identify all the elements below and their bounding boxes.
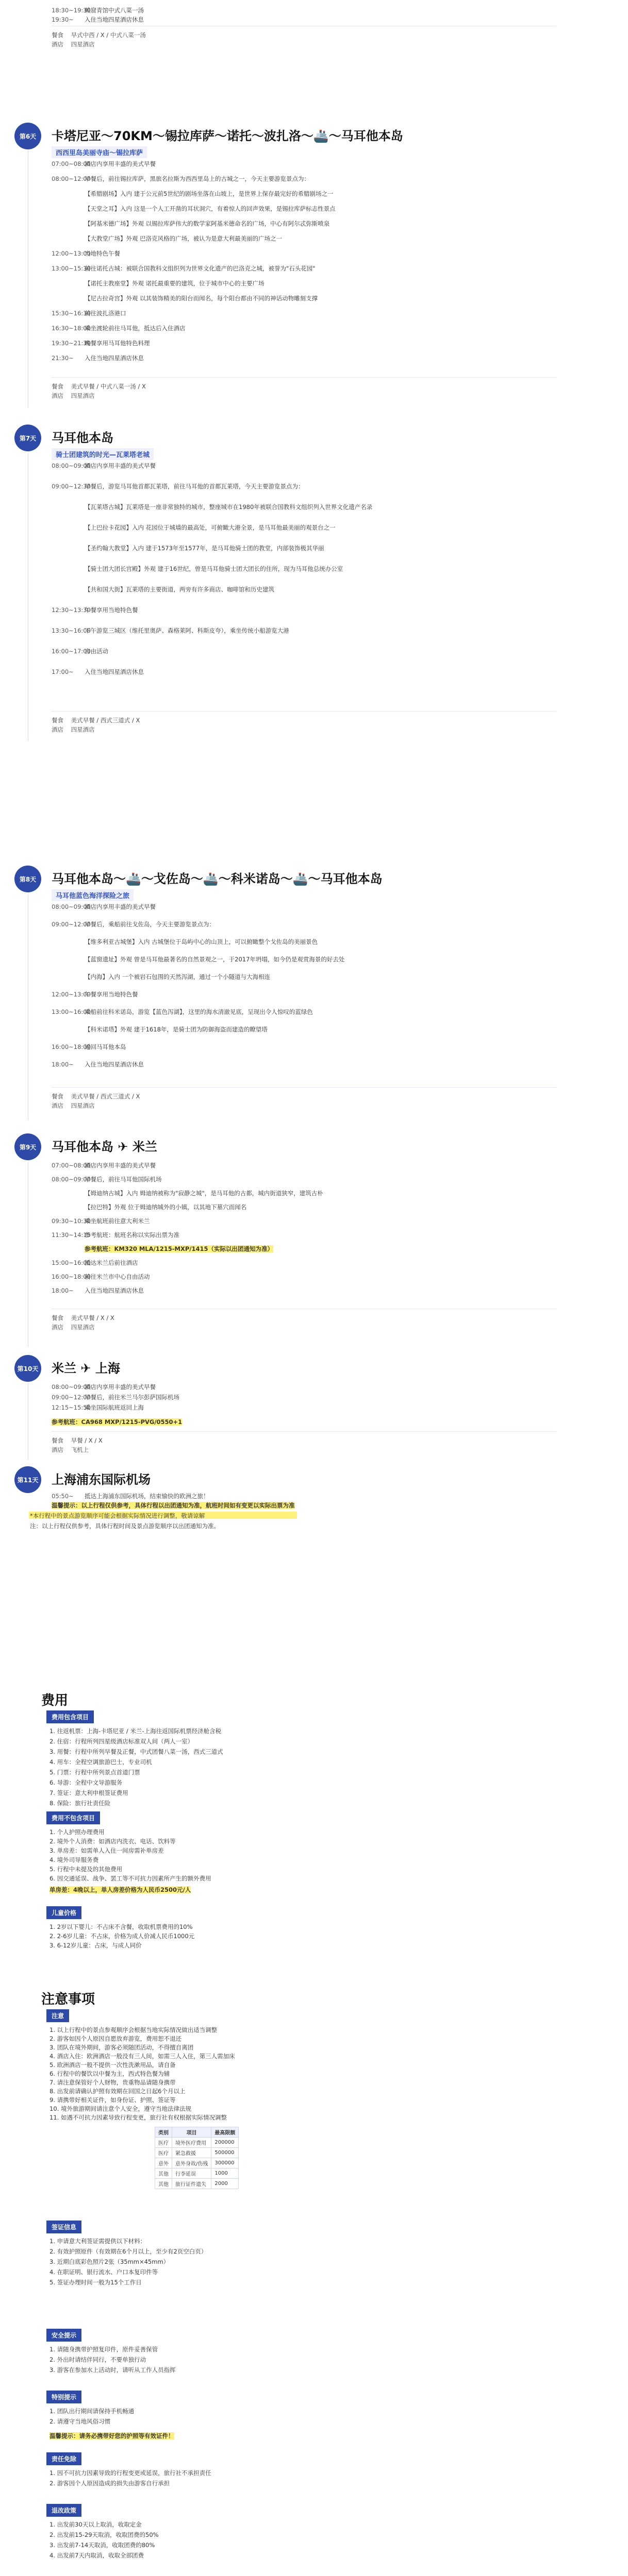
- list-item: 4. 在职证明、银行流水、户口本复印件等: [49, 2268, 158, 2276]
- schedule-row: [52, 523, 336, 532]
- table-cell: 2000: [211, 2179, 239, 2189]
- schedule-row: [52, 1043, 126, 1051]
- table-header: 最高限额: [211, 2127, 239, 2138]
- table-cell: 500000: [211, 2148, 239, 2158]
- table-cell: 紧急救援: [172, 2148, 211, 2158]
- schedule-time: 15:00~16:00: [52, 1259, 91, 1266]
- schedule-text: 【共和国大街】瓦莱塔的主要街道，两旁有许多商店、咖啡馆和历史建筑: [85, 586, 274, 593]
- list-item: 5. 欧洲酒店一般不提供一次性洗漱用品，请自备: [49, 2061, 176, 2069]
- table-header: 类别: [155, 2127, 172, 2138]
- insurance-table: [155, 2127, 239, 2189]
- schedule-row: [52, 279, 265, 287]
- schedule-time: 13:30~16:00: [52, 627, 91, 634]
- list-item: 3. 近期白底彩色照片2张（35mm×45mm）: [49, 2258, 170, 2265]
- notes-header: 注意: [46, 2009, 69, 2022]
- day-subtitle: 西西里岛美丽寺庙～锡拉库萨: [52, 146, 147, 158]
- day-badge: 第6天: [14, 123, 41, 149]
- schedule-time: 11:30~14:15: [52, 1231, 91, 1239]
- schedule-time: 12:15~15:50: [52, 1404, 91, 1411]
- table-header: 项目: [172, 2127, 211, 2138]
- list-item: 3. 单房差：如需单人入住一间房需补单房差: [49, 1847, 164, 1854]
- single-room-note: 单房差：4晚以上，单人房差价格为人民币2500元/人: [49, 1886, 191, 1893]
- schedule-text: 乘坐国际航班返回上海: [85, 1404, 144, 1411]
- table-row: [155, 2179, 239, 2189]
- schedule-row: [52, 585, 274, 594]
- table-cell: 医疗: [155, 2138, 172, 2148]
- schedule-text: 早餐后，乘船前往戈佐岛，今天主要游览景点为：: [85, 921, 215, 928]
- list-item: 6. 行程中的餐饮以中餐为主，西式特色餐为辅: [49, 2070, 170, 2077]
- schedule-row: [52, 294, 318, 302]
- schedule-row: [52, 626, 289, 635]
- schedule-text: 【姆迪纳古城】入内 姆迪纳被称为"寂静之城"，是马耳他的古都，城内街道狭窄，建筑古朴: [85, 1190, 323, 1197]
- table-cell: 意外: [155, 2158, 172, 2168]
- table-row: [155, 2158, 239, 2168]
- schedule-text: 前往波扎洛港口: [85, 310, 126, 317]
- list-item: 1. 申请意大利签证需提供以下材料：: [49, 2238, 146, 2245]
- schedule-time: 21:30~: [52, 354, 74, 362]
- list-item: 2. 请遵守当地风俗习惯: [49, 2418, 111, 2425]
- list-item: 3. 6-12岁儿童：占床，与成人同价: [49, 1942, 142, 1949]
- list-item: 4. 用车：全程空调旅游巴士，专业司机: [49, 1758, 152, 1766]
- schedule-text: 前往米兰市中心自由活动: [85, 1273, 150, 1280]
- schedule-text: 酒店内享用丰盛的美式早餐: [85, 1162, 156, 1169]
- flight-info: 参考航班：CA968 MXP/1215-PVG/0550+1: [52, 1418, 183, 1426]
- list-item: 2. 境外个人消费：如酒店内洗衣、电话、饮料等: [49, 1838, 176, 1845]
- list-item: 9. 请携带好相关证件，如身份证、护照、签证等: [49, 2096, 176, 2104]
- schedule-row: [52, 1273, 150, 1281]
- schedule-row: [52, 249, 120, 258]
- schedule-text: 午餐享用当地特色餐: [85, 606, 138, 614]
- fees-excluded-header: 费用不包含项目: [46, 1811, 100, 1824]
- schedule-time: 09:00~12:00: [52, 1394, 91, 1401]
- list-item: 1. 2岁以下婴儿：不占床不含餐，收取机票费用的10%: [49, 1923, 193, 1930]
- day-badge: 第9天: [14, 1133, 41, 1160]
- highlight-note: 温馨提示：请务必携带好您的护照等有效证件！: [49, 2432, 174, 2439]
- schedule-text: 【希腊剧场】入内 建于公元前5世纪的剧场坐落在山坡上，是世界上保存最完好的希腊剧场之一: [85, 190, 334, 197]
- list-item: 4. 出发前7天内取消，收取全部团费: [49, 2552, 144, 2559]
- divider: [52, 1431, 557, 1432]
- schedule-row: [52, 647, 108, 655]
- day-title: 上海浦东国际机场: [52, 1472, 151, 1487]
- schedule-row: [52, 903, 156, 911]
- day-subtitle: 骑士团建筑的时光—瓦莱塔老城: [52, 448, 154, 460]
- section-title-fees: 费用: [41, 1693, 69, 1708]
- schedule-row: [52, 175, 310, 183]
- schedule-text: 入住当地四星酒店休息: [85, 668, 144, 675]
- table-row: [155, 2168, 239, 2179]
- schedule-row: [52, 955, 344, 963]
- schedule-time: 07:00~08:00: [52, 1162, 91, 1169]
- schedule-text: 【上巴拉卡花园】入内 花园位于城墙的最高处，可俯瞰大港全景，是马耳他最美丽的观景台之一: [85, 524, 336, 531]
- list-item: 1. 团队出行期间请保持手机畅通: [49, 2408, 135, 2415]
- liability-header: 责任免除: [46, 2452, 81, 2465]
- table-row: [155, 2148, 239, 2158]
- schedule-time: 13:00~15:30: [52, 265, 91, 272]
- list-item: 2. 有效护照原件（有效期在6个月以上，至少有2页空白页）: [49, 2248, 207, 2255]
- schedule-text: 【骑士团大团长宫殿】外观 建于16世纪，曾是马耳他骑士团大团长的住所，现为马耳他总统办公室: [85, 565, 343, 572]
- schedule-row: [52, 219, 329, 228]
- list-item: 2. 2-6岁儿童：不占床，价格为成人价减人民币1000元: [49, 1933, 195, 1940]
- list-item: 1. 往返机票：上海-卡塔尼亚 / 米兰-上海往返国际机票经济舱含税: [49, 1727, 222, 1735]
- meal-row: 餐食 美式早餐 / 中式八菜一汤 / X: [52, 383, 146, 390]
- schedule-text: 【蓝窗遗址】外观 曾是马耳他最著名的自然景观之一，于2017年坍塌，如今仍是观赏海景的好去处: [85, 956, 345, 963]
- list-item: 3. 团队在境外期间，游客必须随团活动，不得擅自离团: [49, 2044, 194, 2051]
- schedule-row: [52, 324, 186, 332]
- hotel-row: 酒店 四星酒店: [52, 726, 95, 733]
- day-badge: 第10天: [14, 1355, 41, 1382]
- schedule-text: 【阿基米德广场】外观 以锡拉库萨伟大的数学家阿基米德命名的广场，中心有阿尔忒弥斯喷泉: [85, 220, 330, 227]
- schedule-text: 午餐享用当地特色餐: [85, 991, 138, 998]
- schedule-row: [52, 1231, 179, 1239]
- list-item: 3. 出发前7-14天取消，收取团费的80%: [49, 2541, 155, 2549]
- schedule-time: 16:00~18:00: [52, 1043, 91, 1050]
- schedule-row: [52, 160, 156, 168]
- list-item: 2. 出发前15-29天取消，收取团费的50%: [49, 2531, 159, 2538]
- schedule-row: [52, 1025, 268, 1033]
- list-item: 5. 行程中未提及的其他费用: [49, 1866, 123, 1873]
- meal-row: 餐食 早式中西 / X / 中式八菜一汤: [52, 31, 146, 39]
- hotel-row: 酒店 四星酒店: [52, 1324, 95, 1331]
- schedule-time: 08:00~09:00: [52, 462, 91, 469]
- refund-header: 退改政策: [46, 2504, 81, 2517]
- divider: [52, 1087, 557, 1088]
- list-item: 11. 如遇不可抗力因素导致行程变更，旅行社有权根据实际情况调整: [49, 2114, 227, 2121]
- table-cell: 200000: [211, 2138, 239, 2148]
- table-cell: 行李延误: [172, 2168, 211, 2179]
- schedule-text: 酒店内享用丰盛的美式早餐: [85, 903, 156, 910]
- schedule-row: [52, 339, 150, 347]
- schedule-text: 前往诺托古城：被联合国教科文组织列为世界文化遗产的巴洛克之城，被誉为"石头花园": [85, 265, 316, 272]
- schedule-time: 17:00~: [52, 668, 74, 675]
- schedule-text: 乘船前往科米诺岛，游览【蓝色泻湖】，这里的海水清澈见底，呈现出令人惊叹的蓝绿色: [85, 1008, 313, 1015]
- table-cell: 境外医疗费用: [172, 2138, 211, 2148]
- schedule-row: [52, 309, 126, 317]
- schedule-row: [52, 606, 138, 614]
- list-item: 6. 导游：全程中文导游服务: [49, 1779, 123, 1786]
- schedule-text: 早餐后，前往米兰马尔彭萨国际机场: [85, 1394, 179, 1401]
- schedule-text: 早餐后，前往锡拉库萨，黑旅名拉斯为西西里岛上的古城之一，今天主要游览景点为：: [85, 175, 310, 182]
- schedule-row: [52, 973, 270, 981]
- list-item: 5. 门票：行程中所列景点首道门票: [49, 1769, 140, 1776]
- schedule-text: 自由活动: [85, 648, 108, 655]
- schedule-text: 酒店内享用丰盛的美式早餐: [85, 462, 156, 469]
- schedule-row: [52, 1217, 150, 1225]
- schedule-row: [52, 1403, 144, 1412]
- day-title: 马耳他本岛 ✈ 米兰: [52, 1140, 157, 1154]
- section-title-notes: 注意事项: [41, 1992, 95, 2007]
- meal-row: 餐食 美式早餐 / X / X: [52, 1314, 114, 1321]
- schedule-text: 【诺托主教座堂】外观 诺托最重要的建筑，位于城市中心的主要广场: [85, 280, 265, 287]
- table-cell: 其他: [155, 2179, 172, 2189]
- child-price-header: 儿童价格: [46, 1906, 81, 1919]
- schedule-time: 12:00~13:00: [52, 250, 91, 257]
- list-item: 1. 请随身携带护照复印件，原件妥善保管: [49, 2346, 158, 2353]
- schedule-row: [52, 1161, 156, 1170]
- schedule-text: 【尼古拉奇宫】外观 以其装饰精美的阳台而闻名，每个阳台都由不同的神话动物雕刻支撑: [85, 295, 318, 302]
- schedule-time: 16:00~17:00: [52, 648, 91, 655]
- list-item: 10. 境外旅游期间请注意个人安全，遵守当地法律法规: [49, 2105, 191, 2112]
- schedule-text: 乘坐航班前往意大利米兰: [85, 1217, 150, 1225]
- meal-row: 餐食 美式早餐 / 西式三道式 / X: [52, 1093, 140, 1100]
- schedule-row: [52, 1189, 323, 1197]
- schedule-row: [52, 1203, 246, 1211]
- schedule-row: [52, 565, 343, 573]
- schedule-time: 15:30~16:30: [52, 310, 91, 317]
- table-cell: 300000: [211, 2158, 239, 2168]
- list-item: 1. 出发前30天以上取消，收取定金: [49, 2521, 142, 2528]
- list-item: 1. 个人护照办理费用: [49, 1828, 105, 1836]
- note-row: 温馨提示：以上行程仅供参考，具体行程以出团通知为准，航班时间如有变更以实际出票为准: [52, 1502, 295, 1509]
- day-badge: 第8天: [14, 866, 41, 892]
- schedule-row: [52, 354, 144, 362]
- schedule-row: [52, 482, 304, 490]
- schedule-row: [52, 1060, 144, 1069]
- schedule-text: 【内海】入内 一个被岩石包围的天然泻湖，通过一个小隧道与大海相连: [85, 973, 271, 980]
- schedule-row: [52, 1259, 138, 1267]
- schedule-text: 参考航班：航班名称以实际出票为准: [85, 1231, 179, 1239]
- list-item: 3. 游客在参加水上活动时，请听从工作人员指挥: [49, 2366, 176, 2374]
- schedule-time: 19:30~21:30: [52, 340, 91, 347]
- list-item: 1. 以上行程中的景点参观顺序会根据当地实际情况做出适当调整: [49, 2026, 218, 2033]
- schedule-row: [52, 938, 318, 946]
- day-title: 米兰 ✈ 上海: [52, 1361, 120, 1376]
- schedule-text: 晚餐享用马耳他特色料理: [85, 340, 150, 347]
- schedule-row: 05:50~ 抵达上海浦东国际机场，结束愉快的欧洲之旅！: [52, 1493, 209, 1500]
- hotel-row: 酒店 四星酒店: [52, 1102, 95, 1109]
- list-item: 7. 签证：意大利申根签证费用: [49, 1789, 128, 1797]
- schedule-row: [52, 1175, 162, 1183]
- schedule-text: 抵达米兰后前往酒店: [85, 1259, 138, 1266]
- list-item: 8. 保险：旅行社责任险: [49, 1800, 111, 1807]
- schedule-text: 参考航班：KM320 MLA/1215-MXP/1415（实际以出团通知为准）: [85, 1245, 273, 1252]
- schedule-row: [52, 990, 138, 998]
- schedule-text: 【拉巴特】外观 位于姆迪纳城外的小镇，以其地下墓穴而闻名: [85, 1204, 247, 1211]
- schedule-row: [52, 1393, 179, 1401]
- schedule-text: 乘坐渡轮前往马耳他，抵达后入住酒店: [85, 325, 186, 332]
- list-item: 7. 请注意保管好个人财物，贵重物品请随身携带: [49, 2079, 176, 2086]
- day-title: 马耳他本岛: [52, 431, 113, 445]
- day-title: 马耳他本岛～🚢～戈佐岛～🚢～科米诺岛～🚢～马耳他本岛: [52, 872, 383, 886]
- day-badge: 第11天: [14, 1466, 41, 1493]
- schedule-row: [52, 503, 372, 511]
- schedule-text: 【大教堂广场】外观 巴洛克风格的广场，被认为是意大利最美丽的广场之一: [85, 235, 283, 242]
- schedule-row: [52, 462, 156, 470]
- schedule-text: 入住当地四星酒店休息: [85, 1061, 144, 1068]
- schedule-text: 【瓦莱塔古城】瓦莱塔是一座非常独特的城市，整座城市在1980年被联合国教科文组织列入世界文化遗产名录: [85, 503, 373, 511]
- day-title: 卡塔尼亚～70KM～锡拉库萨～诺托～波扎洛～🚢～马耳他本岛: [52, 129, 403, 143]
- schedule-row: [52, 920, 215, 928]
- schedule-time: 18:00~: [52, 1287, 74, 1294]
- schedule-text: 入住当地四星酒店休息: [85, 1287, 144, 1294]
- schedule-time: 16:30~18:00: [52, 325, 91, 332]
- table-cell: 其他: [155, 2168, 172, 2179]
- schedule-text: 下午游览三城区（维托里奥萨、森格莱阿、科斯皮夸），乘坐传统小船游览大港: [85, 627, 289, 634]
- list-item: 1. 因不可抗力因素导致的行程变更或延误，旅行社不承担责任: [49, 2469, 211, 2477]
- list-item: 2. 外出时请结伴同行，不要单独行动: [49, 2356, 146, 2363]
- schedule-text: 酒店内享用丰盛的美式早餐: [85, 1383, 156, 1391]
- meal-row: 餐食 美式早餐 / 西式三道式 / X: [52, 717, 140, 724]
- schedule-text: 入住当地四星酒店休息: [85, 354, 144, 362]
- safety-header: 安全提示: [46, 2329, 81, 2342]
- schedule-text: 【圣约翰大教堂】入内 建于1573年至1577年，是马耳他骑士团的教堂，内部装饰极其华丽: [85, 545, 324, 552]
- schedule-row: [52, 544, 324, 552]
- schedule-row: [52, 264, 316, 273]
- list-item: 4. 酒店入住：欧洲酒店一般没有三人间，如需三人入住，第三人需加床: [49, 2053, 235, 2060]
- footer-note: 注：以上行程仅供参考，具体行程时间及景点游览顺序以出团通知为准。: [30, 1522, 220, 1530]
- schedule-text: 当地特色午餐: [85, 250, 120, 257]
- schedule-time: 16:00~18:00: [52, 1273, 91, 1280]
- schedule-row: [52, 234, 282, 243]
- schedule-row: [52, 668, 144, 676]
- schedule-time: 09:30~10:30: [52, 1217, 91, 1225]
- schedule-time: 08:00~09:00: [52, 903, 91, 910]
- schedule-row: [52, 205, 336, 213]
- schedule-time: 07:00~08:00: [52, 160, 91, 167]
- schedule-row: [52, 1286, 144, 1295]
- hotel-row: 酒店 飞机上: [52, 1446, 89, 1453]
- schedule-time: 08:00~09:00: [52, 1383, 91, 1391]
- schedule-time: 09:00~12:30: [52, 483, 91, 490]
- schedule-text: 【维多利亚古城堡】入内 古城堡位于岛屿中心的山顶上，可以俯瞰整个戈佐岛的美丽景色: [85, 938, 318, 945]
- schedule-row: 19:30~ 入住当地四星酒店休息: [52, 16, 144, 23]
- schedule-text: 【科米诺塔】外观 建于1618年，是骑士团为防御海盗而建造的瞭望塔: [85, 1026, 268, 1033]
- divider: [52, 377, 557, 378]
- schedule-text: 酒店内享用丰盛的美式早餐: [85, 160, 156, 167]
- schedule-time: 12:30~13:30: [52, 606, 91, 614]
- schedule-time: 08:00~09:00: [52, 1176, 91, 1183]
- day-badge: 第7天: [14, 425, 41, 451]
- schedule-time: 12:00~13:00: [52, 991, 91, 998]
- list-item: 6. 因交通延误、战争、罢工等不可抗力因素所产生的额外费用: [49, 1875, 211, 1882]
- schedule-text: 返回马耳他本岛: [85, 1043, 126, 1050]
- table-cell: 医疗: [155, 2148, 172, 2158]
- schedule-row: [52, 190, 333, 198]
- note-row: *本行程中的景点游览顺序可能会根据实际情况进行调整，敬请谅解: [30, 1512, 205, 1519]
- list-item: 2. 住宿：行程所列四星级酒店标准双人间（两人一室）: [49, 1738, 194, 1745]
- schedule-row: [52, 1008, 313, 1016]
- table-cell: 旅行证件遗失: [172, 2179, 211, 2189]
- schedule-text: 早餐后，游览马耳他首都瓦莱塔，前往马耳他的首都瓦莱塔，今天主要游览景点为：: [85, 483, 304, 490]
- schedule-row: [52, 1383, 156, 1391]
- schedule-row: 18:30~19:30赖窟青馆中式八菜一汤: [52, 7, 144, 14]
- table-row: [155, 2138, 239, 2148]
- visa-header: 签证信息: [46, 2221, 81, 2233]
- hotel-row: 酒店 四星酒店: [52, 41, 95, 48]
- schedule-time: 13:00~16:00: [52, 1008, 91, 1015]
- list-item: 3. 用餐：行程中所列早餐及正餐，中式团餐八菜一汤，西式三道式: [49, 1748, 223, 1755]
- table-cell: 1000: [211, 2168, 239, 2179]
- list-item: 4. 境外司导服务费: [49, 1856, 99, 1863]
- day-subtitle: 马耳他蓝色海洋探险之旅: [52, 889, 134, 901]
- schedule-row: [52, 1245, 273, 1253]
- list-item: 2. 游客如因个人原因自愿放弃游览，费用恕不退还: [49, 2035, 182, 2042]
- list-item: 8. 出发前请确认护照有效期在回国之日起6个月以上: [49, 2088, 186, 2095]
- hotel-row: 酒店 四星酒店: [52, 392, 95, 399]
- schedule-time: 08:00~12:00: [52, 175, 91, 182]
- schedule-time: 09:00~12:00: [52, 921, 91, 928]
- schedule-time: 18:00~: [52, 1061, 74, 1068]
- table-cell: 意外身故/伤残: [172, 2158, 211, 2168]
- schedule-text: 早餐后，前往马耳他国际机场: [85, 1176, 162, 1183]
- schedule-text: 【天堂之耳】入内 这是一个人工开凿的耳状洞穴，有着惊人的回声效果，是锡拉库萨标志性景点: [85, 205, 336, 212]
- list-item: 2. 游客因个人原因造成的损失由游客自行承担: [49, 2480, 170, 2487]
- fees-included-header: 费用包含项目: [46, 1710, 94, 1723]
- meal-row: 餐食 早餐 / X / X: [52, 1437, 103, 1444]
- special-header: 特别提示: [46, 2391, 81, 2403]
- list-item: 5. 签证办理时间一般为15个工作日: [49, 2279, 142, 2286]
